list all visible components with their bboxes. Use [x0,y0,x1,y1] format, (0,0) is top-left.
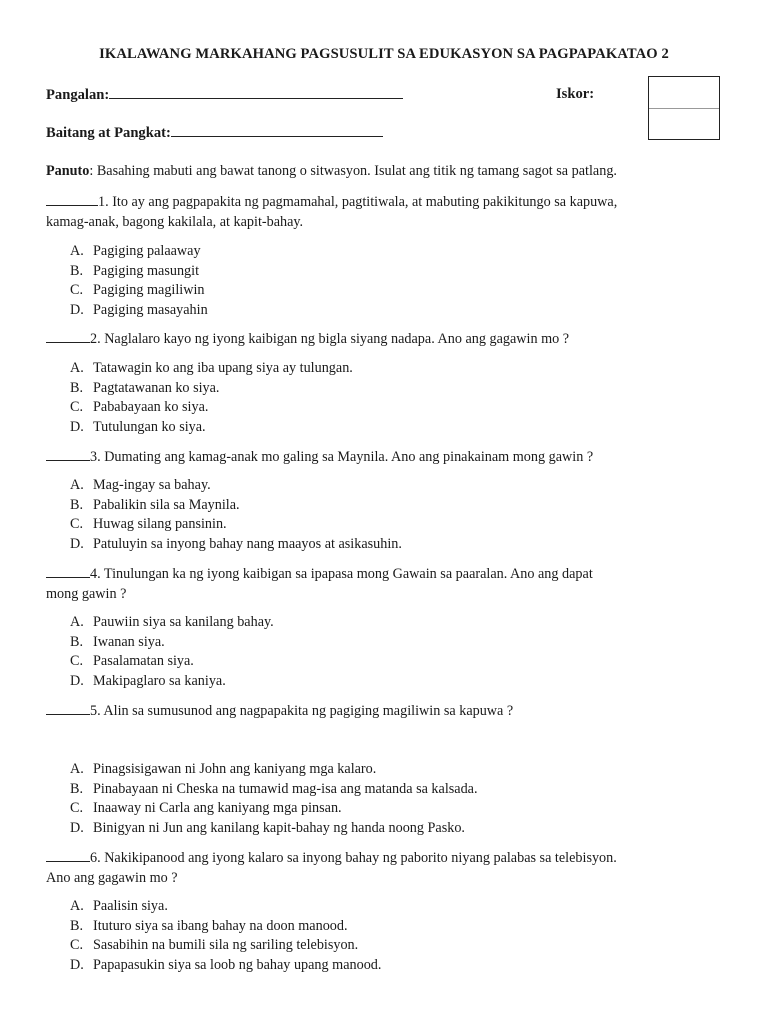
options-1 [70,242,208,320]
option-b: B. Pagtatawanan ko siya. [70,379,220,396]
answer-blank-1[interactable] [46,193,98,206]
options-5 [70,760,478,838]
instructions-label: Panuto [46,163,90,179]
instructions [46,163,746,180]
exam-title: IKALAWANG MARKAHANG PAGSUSULIT SA EDUKASYON SA PAGPAPAKATAO 2 [99,46,669,62]
name-field [46,86,403,104]
option-d: D. Pagiging masayahin [70,301,208,318]
option-a: A. Tatawagin ko ang iba upang siya ay tulungan. [70,360,353,376]
question-text-cont: Ano ang gagawin mo ? [46,869,178,886]
question-text: 6. Nakikipanood ang iyong kalaro sa inyong bahay ng paborito niyang palabas sa telebisyon. [90,850,617,866]
option-c: C. Huwag silang pansinin. [70,516,227,532]
question-text: 2. Naglalaro kayo ng iyong kaibigan ng bigla siyang nadapa. Ano ang gagawin mo ? [90,331,570,347]
option-c: C. Pababayaan ko siya. [70,399,209,415]
question-text: 5. Alin sa sumusunod ang nagpapakita ng pagiging magiliwin sa kapuwa ? [90,703,514,719]
options-2 [70,359,353,437]
answer-blank-4[interactable] [46,565,90,578]
instructions-text: : Basahing mabuti ang bawat tanong o sitwasyon. Isulat ang titik ng tamang sagot sa patlang. [89,163,617,179]
name-line[interactable] [109,86,403,99]
options-4 [70,613,274,691]
grade-section-field [46,124,383,142]
score-field [556,86,594,103]
answer-blank-5[interactable] [46,702,90,715]
question-2 [46,330,746,350]
answer-blank-2[interactable] [46,330,90,343]
score-box-divider [649,108,719,109]
question-text: 3. Dumating ang kamag-anak mo galing sa Maynila. Ano ang pinakainam mong gawin ? [90,449,594,465]
question-text: 4. Tinulungan ka ng iyong kaibigan sa ipapasa mong Gawain sa paaralan. Ano ang dapat [90,566,593,582]
options-6 [70,897,381,975]
option-a: A. Mag-ingay sa bahay. [70,477,211,493]
question-6 [46,849,746,888]
option-a: A. Pauwiin siya sa kanilang bahay. [70,614,274,630]
name-label: Pangalan: [46,87,110,103]
grade-section-line[interactable] [171,124,383,137]
option-c: C. Inaaway ni Carla ang kaniyang mga pinsan. [70,800,342,816]
option-a: A. Pagiging palaaway [70,243,201,259]
option-d: D. Makipaglaro sa kaniya. [70,672,226,689]
question-text-cont: mong gawin ? [46,585,127,602]
score-box[interactable] [648,76,720,140]
option-b: B. Ituturo siya sa ibang bahay na doon manood. [70,917,348,934]
option-b: B. Iwanan siya. [70,633,165,650]
question-text-cont: kamag-anak, bagong kakilala, at kapit-bahay. [46,213,304,230]
answer-blank-6[interactable] [46,849,90,862]
score-label: Iskor: [556,86,595,102]
question-text: 1. Ito ay ang pagpapakita ng pagmamahal, pagtitiwala, at mabuting pakikitungo sa kapuwa, [98,194,618,210]
option-b: B. Pabalikin sila sa Maynila. [70,496,240,513]
option-c: C. Pagiging magiliwin [70,282,205,298]
option-a: A. Pinagsisigawan ni John ang kaniyang mga kalaro. [70,761,377,777]
option-d: D. Tutulungan ko siya. [70,418,206,435]
option-b: B. Pagiging masungit [70,262,200,279]
answer-blank-3[interactable] [46,448,90,461]
option-d: D. Patuluyin sa inyong bahay nang maayos at asikasuhin. [70,535,402,552]
grade-section-label: Baitang at Pangkat: [46,125,171,141]
option-b: B. Pinabayaan ni Cheska na tumawid mag-isa ang matanda sa kalsada. [70,780,478,797]
question-1 [46,193,746,232]
question-3 [46,448,746,468]
question-5 [46,702,746,722]
option-c: C. Pasalamatan siya. [70,653,194,669]
options-3 [70,476,402,554]
option-d: D. Papapasukin siya sa loob ng bahay upang manood. [70,956,382,973]
option-c: C. Sasabihin na bumili sila ng sariling telebisyon. [70,937,359,953]
option-a: A. Paalisin siya. [70,898,168,914]
question-4 [46,565,746,604]
option-d: D. Binigyan ni Jun ang kanilang kapit-bahay ng handa noong Pasko. [70,819,465,836]
